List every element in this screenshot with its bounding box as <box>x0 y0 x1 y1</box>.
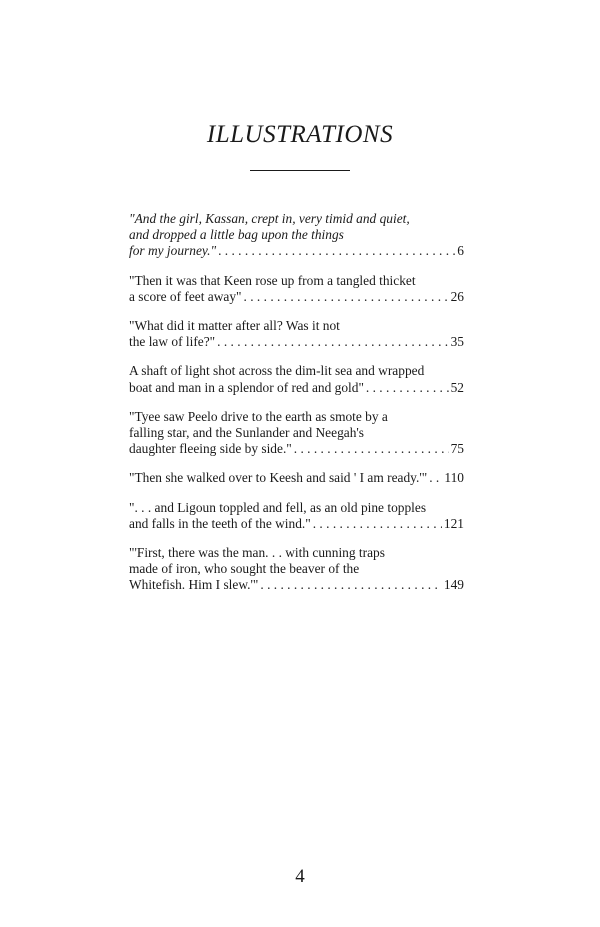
entry-last-line <box>129 334 464 350</box>
entry-caption-end: the law of life?" <box>129 334 216 350</box>
dot-leader <box>294 441 449 457</box>
entry-page-number: 52 <box>450 379 464 395</box>
entry-line: "And the girl, Kassan, crept in, very timid and quiet, <box>129 211 410 226</box>
entry-caption-end: and falls in the teeth of the wind." <box>129 515 311 531</box>
entry-line: "Then it was that Keen rose up from a tangled thicket <box>129 272 416 288</box>
entry-line: falling star, and the Sunlander and Neegah's <box>129 425 365 441</box>
illustration-entry <box>129 318 464 350</box>
entry-caption-end: "Then she walked over to Keesh and said ' I am ready.'" <box>129 470 428 486</box>
dot-leader <box>429 470 442 486</box>
illustration-entry <box>129 409 464 458</box>
illustrations-list <box>129 211 464 607</box>
illustration-entry <box>129 363 464 395</box>
illustration-entry <box>129 273 464 305</box>
dot-leader <box>218 243 455 259</box>
entry-caption-end: boat and man in a splendor of red and gold" <box>129 379 364 395</box>
entry-line: "Tyee saw Peelo drive to the earth as smote by a <box>129 408 388 424</box>
entry-last-line <box>129 243 464 259</box>
entry-line: and dropped a little bag upon the things <box>129 227 344 243</box>
entry-last-line <box>129 516 464 532</box>
entry-caption-end: Whitefish. Him I slew.'" <box>129 577 259 593</box>
dot-leader <box>244 289 449 305</box>
entry-line: made of iron, who sought the beaver of the <box>129 561 360 577</box>
dot-leader <box>313 516 442 532</box>
entry-last-line <box>129 380 464 396</box>
page-number: 4 <box>295 866 305 887</box>
entry-caption-end: for my journey." <box>129 243 217 259</box>
illustration-entry <box>129 500 464 532</box>
entry-line: "'First, there was the man. . . with cunning traps <box>129 545 385 561</box>
entry-page-number: 35 <box>450 334 464 350</box>
entry-last-line <box>129 441 464 457</box>
entry-last-line <box>129 577 464 593</box>
entry-line: A shaft of light shot across the dim-lit sea and wrapped <box>129 363 425 379</box>
entry-page-number: 6 <box>457 243 464 259</box>
entry-page-number: 149 <box>443 577 464 593</box>
entry-page-number: 26 <box>450 288 464 304</box>
dot-leader <box>260 577 442 593</box>
entry-page-number: 75 <box>450 441 464 457</box>
entry-last-line <box>129 470 464 486</box>
illustration-entry <box>129 470 464 486</box>
entry-page-number: 110 <box>444 470 464 486</box>
entry-last-line <box>129 289 464 305</box>
entry-line: "What did it matter after all? Was it not <box>129 318 340 334</box>
entry-caption-end: daughter fleeing side by side." <box>129 441 292 457</box>
illustration-entry <box>129 211 464 260</box>
title-rule <box>250 170 350 171</box>
page-title: ILLUSTRATIONS <box>206 121 394 148</box>
dot-leader <box>366 380 449 396</box>
entry-caption-end: a score of feet away" <box>129 288 242 304</box>
dot-leader <box>217 334 448 350</box>
entry-line: ". . . and Ligoun toppled and fell, as an old pine topples <box>129 499 427 515</box>
entry-page-number: 121 <box>443 515 464 531</box>
illustration-entry <box>129 545 464 594</box>
